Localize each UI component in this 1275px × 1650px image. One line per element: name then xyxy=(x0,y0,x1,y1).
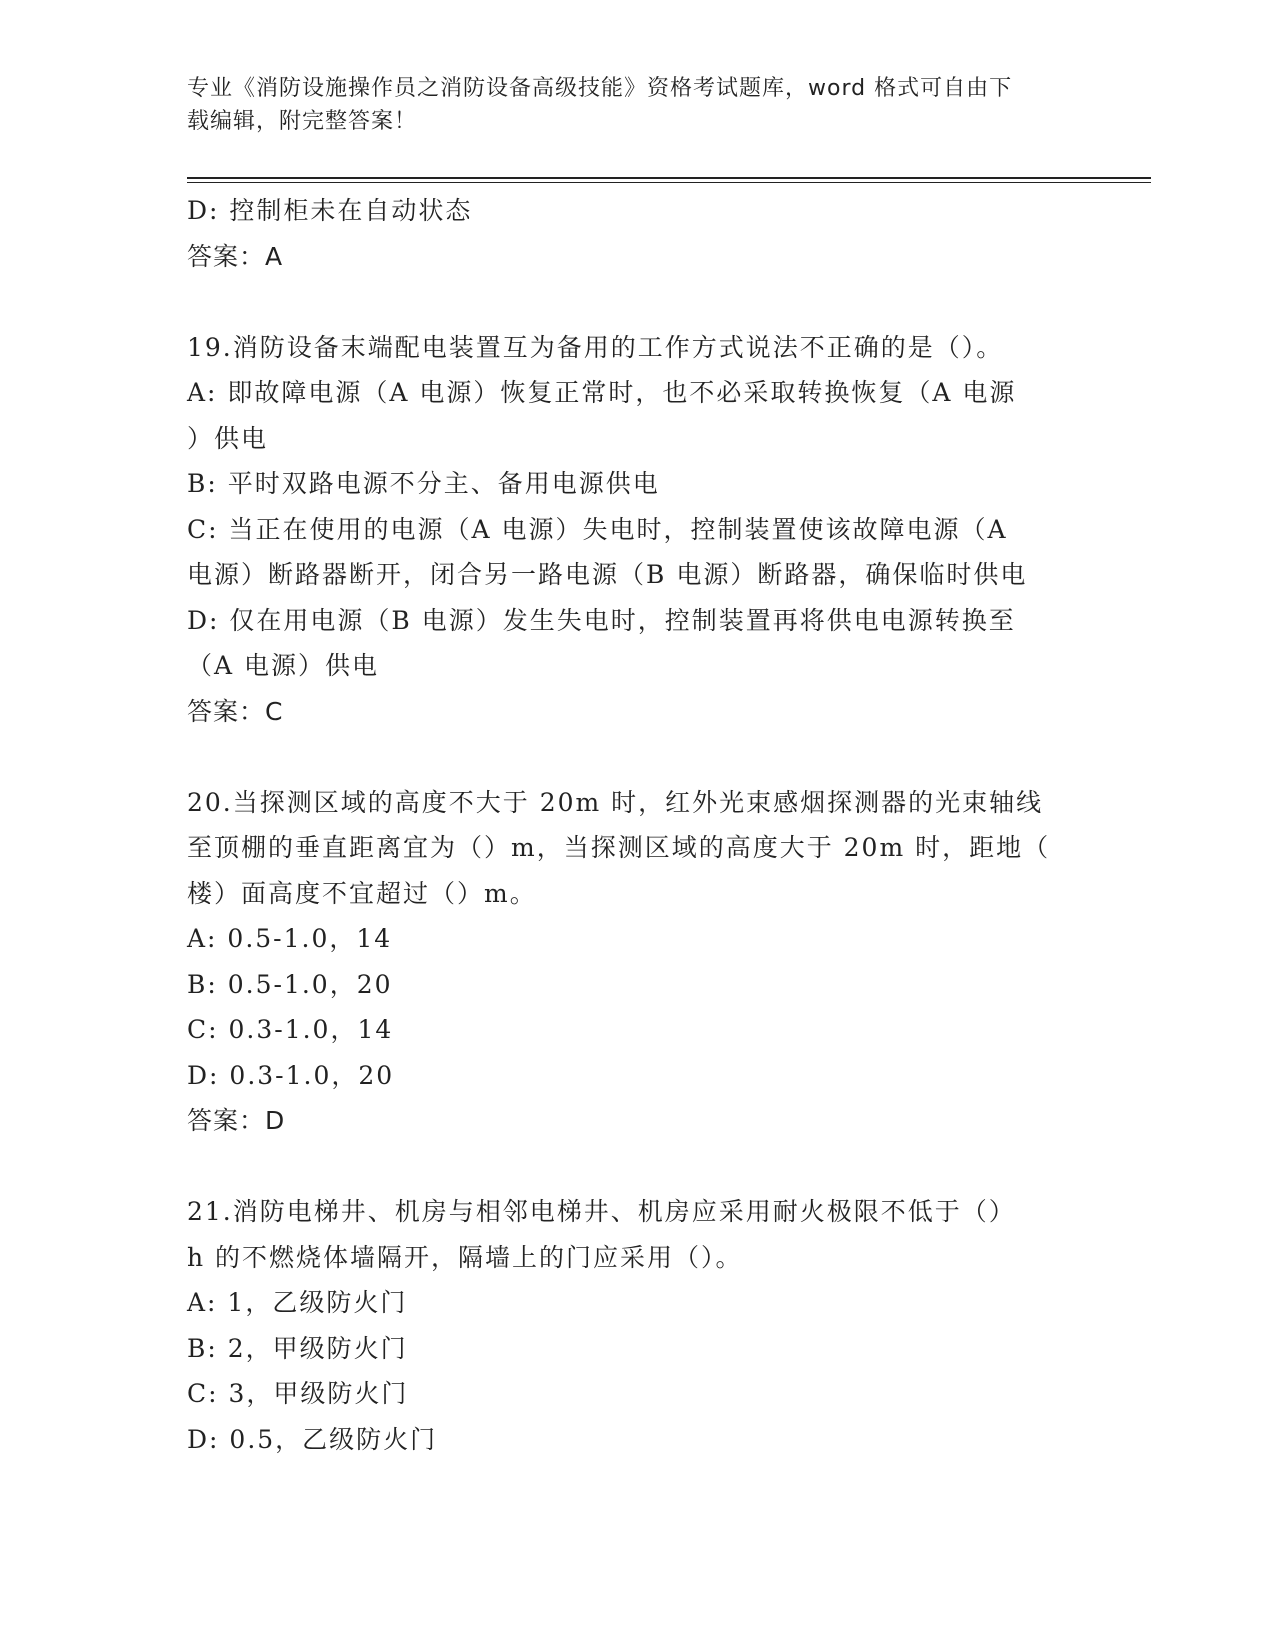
option-c xyxy=(187,507,1087,598)
page-header xyxy=(187,72,1067,138)
question-stem: 21.消防电梯井、机房与相邻电梯井、机房应采用耐火极限不低于（） xyxy=(187,1197,1016,1226)
option-b: B: 2，甲级防火门 xyxy=(187,1333,408,1363)
option-c: C: 3，甲级防火门 xyxy=(187,1379,409,1408)
option-text-line: （A 电源）供电 xyxy=(187,651,380,680)
prev-question-answer: 答案：A xyxy=(187,241,284,271)
spacer xyxy=(187,1144,1087,1190)
question-stem: 至顶棚的垂直距离宜为（）m，当探测区域的高度大于 20m 时，距地（ xyxy=(187,833,1051,862)
option-a xyxy=(187,370,1087,461)
prev-question-option-d: D: 控制柜未在自动状态 xyxy=(187,196,473,225)
header-line-2: 载编辑，附完整答案！ xyxy=(187,109,418,134)
option-d xyxy=(187,598,1087,689)
header-divider-thick xyxy=(187,177,1151,179)
option-b xyxy=(187,461,1087,507)
question-stem: 楼）面高度不宜超过（）m。 xyxy=(187,878,537,908)
answer: 答案：C xyxy=(187,696,284,726)
option-d: D: 0.3-1.0，20 xyxy=(187,1060,395,1090)
option-c: C: 0.3-1.0，14 xyxy=(187,1015,394,1044)
option-text-line: D: 仅在用电源（B 电源）发生失电时，控制装置再将供电电源转换至 xyxy=(187,605,1016,635)
option-a: A: 1，乙级防火门 xyxy=(187,1288,408,1317)
header-line-1: 专业《消防设施操作员之消防设备高级技能》资格考试题库，word 格式可自由下 xyxy=(187,76,1013,101)
question-21 xyxy=(187,1189,1087,1462)
spacer xyxy=(187,734,1087,780)
question-stem: h 的不燃烧体墙隔开，隔墙上的门应采用（）。 xyxy=(187,1242,743,1272)
option-text-line: A: 即故障电源（A 电源）恢复正常时，也不必采取转换恢复（A 电源 xyxy=(187,378,1017,407)
option-text-line: 电源）断路器断开，闭合另一路电源（B 电源）断路器，确保临时供电 xyxy=(187,560,1028,589)
question-19 xyxy=(187,325,1087,735)
option-a: A: 0.5-1.0，14 xyxy=(187,924,393,953)
header-divider-thin xyxy=(187,182,1151,183)
document-body xyxy=(187,188,1087,1462)
option-b: B: 0.5-1.0，20 xyxy=(187,969,393,999)
question-stem: 19.消防设备末端配电装置互为备用的工作方式说法不正确的是（）。 xyxy=(187,332,1004,362)
answer: 答案：D xyxy=(187,1106,286,1135)
option-text-line: C: 当正在使用的电源（A 电源）失电时，控制装置使该故障电源（A xyxy=(187,514,1008,544)
option-d: D: 0.5，乙级防火门 xyxy=(187,1424,438,1454)
spacer xyxy=(187,279,1087,325)
option-text-line: B: 平时双路电源不分主、备用电源供电 xyxy=(187,469,660,498)
question-stem: 20.当探测区域的高度不大于 20m 时，红外光束感烟探测器的光束轴线 xyxy=(187,787,1044,817)
question-20 xyxy=(187,780,1087,1144)
option-text-line: ）供电 xyxy=(187,423,269,453)
